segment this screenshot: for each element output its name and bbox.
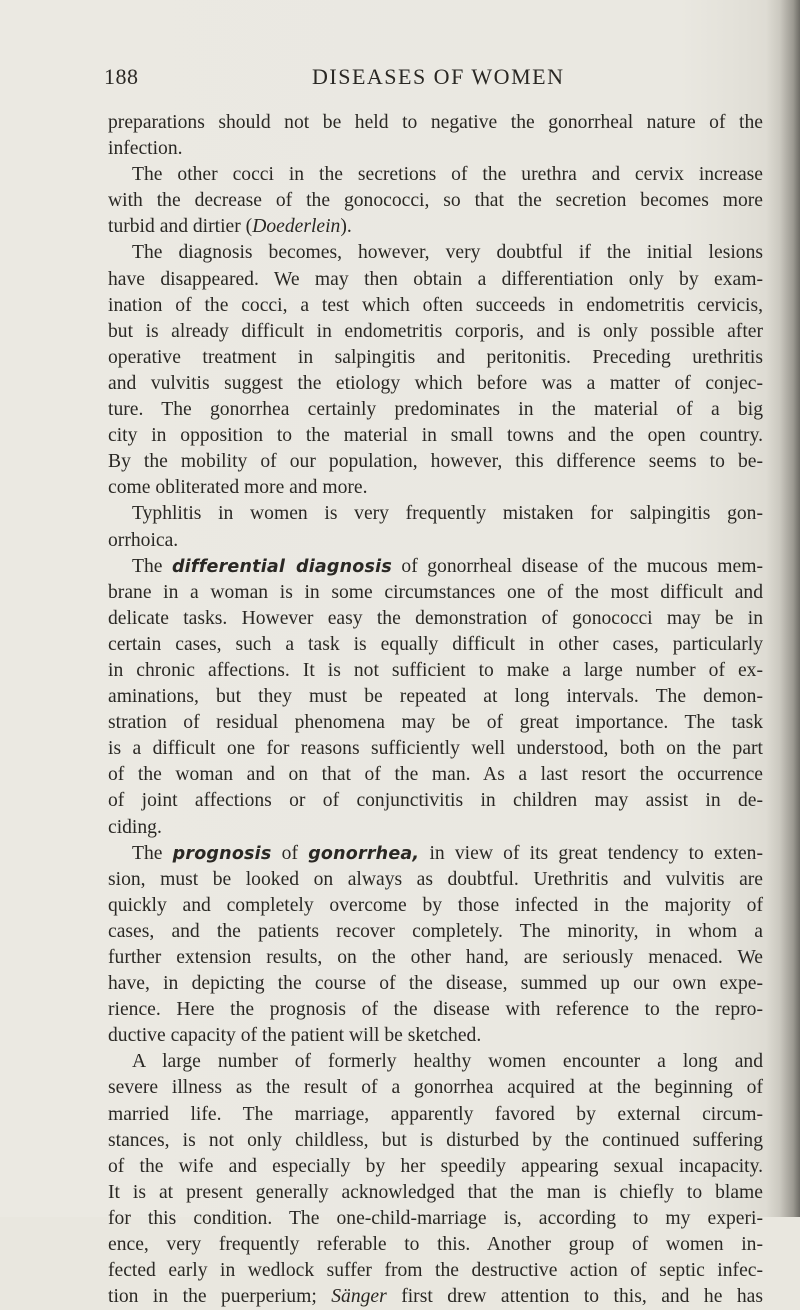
body-text bbox=[108, 110, 763, 1310]
text-line: orrhoica. bbox=[108, 529, 179, 551]
text-line: preparations should not be held to negative the gonorrheal nature of the bbox=[108, 112, 763, 133]
text-line: ciding. bbox=[108, 816, 162, 838]
heading-differential-diagnosis: differential diagnosis bbox=[171, 556, 392, 577]
text-line: aminations, but they must be repeated at long intervals. The demon- bbox=[108, 686, 763, 708]
text-line: further extension results, on the other hand, are seriously menaced. We bbox=[108, 947, 763, 968]
text-line: ination of the cocci, a test which often succeeds in endometritis cervicis, bbox=[108, 294, 763, 316]
running-head: DISEASES OF WOMEN bbox=[312, 64, 565, 89]
text-line: ence, very frequently referable to this. Another group of women in- bbox=[108, 1234, 763, 1256]
text-line: ductive capacity of the patient will be sketched. bbox=[108, 1025, 482, 1047]
text-line: in chronic affections. It is not sufficient to make a large number of ex- bbox=[108, 659, 763, 681]
paragraph-start-line: A large number of formerly healthy women encounter a long and bbox=[132, 1051, 763, 1073]
page-header bbox=[104, 64, 768, 94]
text-line: ture. The gonorrhea certainly predominates in the material of a big bbox=[108, 399, 763, 421]
text-line: stration of residual phenomena may be of great importance. The task bbox=[108, 712, 763, 734]
text-line: fected early in wedlock suffer from the destructive action of septic infec- bbox=[108, 1260, 763, 1282]
text-line: but is already difficult in endometritis corporis, and is only possible after bbox=[108, 320, 763, 342]
text-line: sion, must be looked on always as doubtful. Urethritis and vulvitis are bbox=[108, 868, 763, 890]
text-line: quickly and completely overcome by those infected in the majority of bbox=[108, 894, 763, 916]
text-line: have disappeared. We may then obtain a differentiation only by exam- bbox=[108, 268, 763, 290]
text-line: infection. bbox=[108, 138, 183, 160]
heading-prognosis: prognosis bbox=[172, 843, 272, 864]
paragraph-start-line: The diagnosis becomes, however, very doubtful if the initial lesions bbox=[132, 242, 763, 264]
text-line: of the woman and on that of the man. As a last resort the occurrence bbox=[108, 764, 763, 786]
text-line: brane in a woman is in some circumstances one of the most difficult and bbox=[108, 581, 763, 603]
text-line: stances, is not only childless, but is disturbed by the continued suffering bbox=[108, 1129, 763, 1151]
paragraph-start-line: The differential diagnosis of gonorrheal disease of the mucous mem- bbox=[132, 555, 763, 577]
heading-gonorrhea: gonorrhea, bbox=[308, 843, 420, 864]
author-citation: Doederlein bbox=[252, 216, 341, 238]
paragraph-start-line: Typhlitis in women is very frequently mistaken for salpingitis gon- bbox=[132, 503, 763, 525]
text-line: of the wife and especially by her speedily appearing sexual incapacity. bbox=[108, 1155, 763, 1177]
text-line: cases, and the patients recover completely. The minority, in whom a bbox=[108, 920, 763, 942]
text-line: tion in the puerperium; Sänger first drew attention to this, and he has bbox=[108, 1286, 763, 1308]
text-line: have, in depicting the course of the disease, summed up our own expe- bbox=[108, 973, 763, 995]
text-line: rience. Here the prognosis of the disease with reference to the repro- bbox=[108, 999, 763, 1021]
text-line: delicate tasks. However easy the demonstration of gonococci may be in bbox=[108, 607, 763, 629]
text-line: and vulvitis suggest the etiology which before was a matter of conjec- bbox=[108, 372, 763, 394]
text-line: city in opposition to the material in small towns and the open country. bbox=[108, 425, 763, 447]
page-number: 188 bbox=[104, 64, 139, 89]
text-line: operative treatment in salpingitis and peritonitis. Preceding urethritis bbox=[108, 346, 763, 368]
text-line: certain cases, such a task is equally difficult in other cases, particularly bbox=[108, 633, 763, 655]
text-line: of joint affections or of conjunctivitis in children may assist in de- bbox=[108, 790, 763, 812]
author-citation: Sänger bbox=[331, 1286, 387, 1308]
text-line: By the mobility of our population, however, this difference seems to be- bbox=[108, 451, 763, 473]
text-line: come obliterated more and more. bbox=[108, 477, 368, 499]
binding-edge-shadow bbox=[766, 0, 800, 1217]
text-line: turbid and dirtier (Doederlein). bbox=[108, 216, 352, 238]
text-line: It is at present generally acknowledged that the man is chiefly to blame bbox=[108, 1181, 763, 1203]
text-line: married life. The marriage, apparently favored by external circum- bbox=[108, 1103, 763, 1125]
text-line: for this condition. The one-child-marriage is, according to my experi- bbox=[108, 1207, 763, 1229]
text-line: is a difficult one for reasons sufficiently well understood, both on the part bbox=[108, 738, 763, 760]
text-line: with the decrease of the gonococci, so that the secretion becomes more bbox=[108, 190, 763, 212]
paragraph-start-line: The other cocci in the secretions of the urethra and cervix increase bbox=[132, 164, 763, 186]
text-line: severe illness as the result of a gonorrhea acquired at the beginning of bbox=[108, 1077, 763, 1099]
paragraph-start-line: The prognosis of gonorrhea, in view of its great tendency to exten- bbox=[132, 842, 763, 864]
